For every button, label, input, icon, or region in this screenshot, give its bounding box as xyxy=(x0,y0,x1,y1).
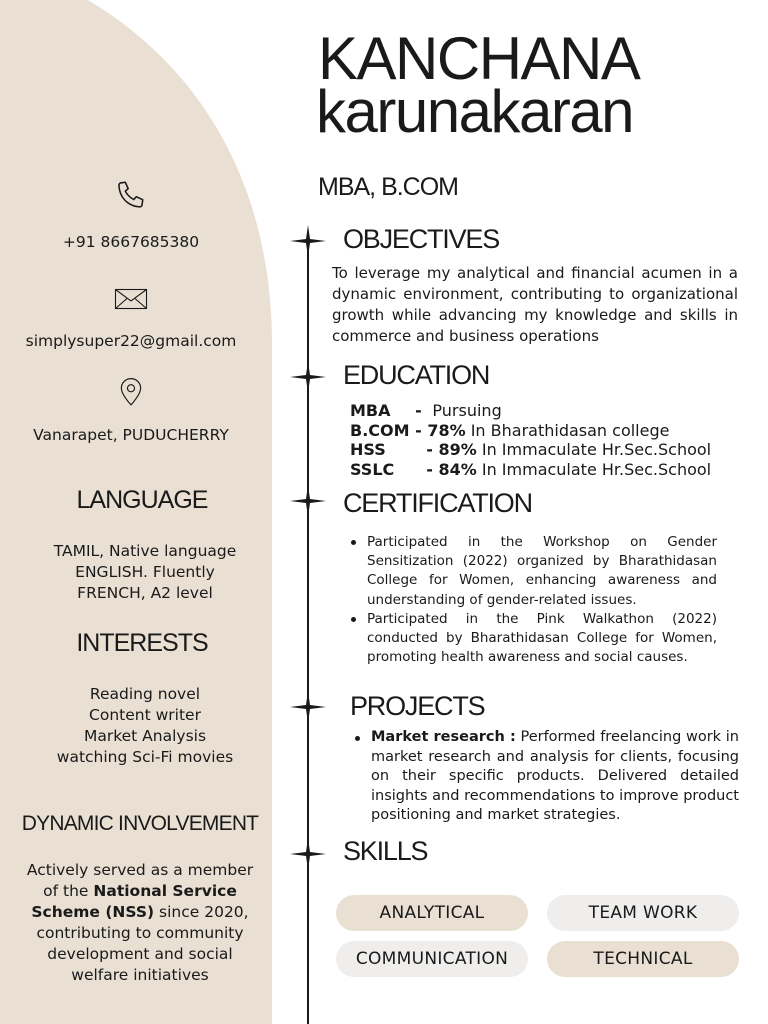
interest-item: Reading novel xyxy=(89,685,201,703)
list-item: Participated in the Pink Walkathon (2022) conducted by Bharathidasan College for Women, promoting health awareness and social causes. xyxy=(367,610,717,668)
language-item: FRENCH, A2 level xyxy=(77,584,213,602)
interests-list xyxy=(0,684,290,768)
objectives-text: To leverage my analytical and financial acumen in a dynamic environment, contributing to organizational growth while advancing my knowledge and skills in commerce and business operations xyxy=(332,264,738,345)
language-list xyxy=(0,541,290,604)
phone-number: +91 8667685380 xyxy=(62,233,200,251)
certification-list xyxy=(367,533,717,667)
skill-pill: COMMUNICATION xyxy=(336,941,528,977)
skill-pill: ANALYTICAL xyxy=(336,895,528,931)
location-text: Vanarapet, PUDUCHERRY xyxy=(33,426,229,444)
education-row: B.COM - 78% In Bharathidasan college xyxy=(350,420,670,440)
list-item: Market research : Performed freelancing work in market research and analysis for clients, focusing on their specific products. Delivered detailed insights and recommendations to improve product positioning and market strategies. xyxy=(371,728,739,826)
interests-heading: INTERESTS xyxy=(76,629,208,657)
timeline-line xyxy=(307,240,309,1024)
star-icon xyxy=(290,225,326,257)
skills-heading: SKILLS xyxy=(343,836,428,866)
skill-pill: TEAM WORK xyxy=(547,895,739,931)
involvement-heading: DYNAMIC INVOLVEMENT xyxy=(21,812,259,835)
interest-item: Content writer xyxy=(89,706,201,724)
star-icon xyxy=(290,485,326,517)
education-row: HSS - 89% In Immaculate Hr.Sec.School xyxy=(350,440,712,459)
language-heading: LANGUAGE xyxy=(76,486,208,514)
projects-heading: PROJECTS xyxy=(350,691,485,721)
interest-item: Market Analysis xyxy=(83,727,207,745)
objectives-heading: OBJECTIVES xyxy=(343,224,500,254)
phone-icon xyxy=(0,178,262,216)
star-icon xyxy=(290,838,326,870)
last-name: karunakaran xyxy=(316,78,634,145)
language-item: ENGLISH. Fluently xyxy=(75,563,215,581)
education-row: SSLC - 84% In Immaculate Hr.Sec.School xyxy=(350,459,712,479)
education-row: MBA - Pursuing xyxy=(350,401,502,420)
involvement-text: Actively served as a member of the National Service Scheme (NSS) since 2020, contributing to community development and social welfare initiatives xyxy=(26,861,254,984)
education-heading: EDUCATION xyxy=(343,360,490,390)
skill-pill: TECHNICAL xyxy=(547,941,739,977)
map-pin-icon xyxy=(0,377,262,411)
language-item: TAMIL, Native language xyxy=(53,542,237,560)
email-address: simplysuper22@gmail.com xyxy=(25,332,237,350)
star-icon xyxy=(290,691,326,723)
degree-title: MBA, B.COM xyxy=(318,173,459,201)
list-item: Participated in the Workshop on Gender Sensitization (2022) organized by Bharathidasan College for Women, enhancing awareness and understanding of gender-related issues. xyxy=(367,533,717,610)
first-name: KANCHANA xyxy=(318,25,640,92)
interest-item: watching Sci-Fi movies xyxy=(56,748,234,766)
education-table xyxy=(350,401,711,479)
sidebar xyxy=(0,0,272,1024)
certification-heading: CERTIFICATION xyxy=(343,488,532,518)
envelope-icon xyxy=(0,288,262,314)
star-icon xyxy=(290,361,326,393)
projects-list xyxy=(371,728,739,826)
